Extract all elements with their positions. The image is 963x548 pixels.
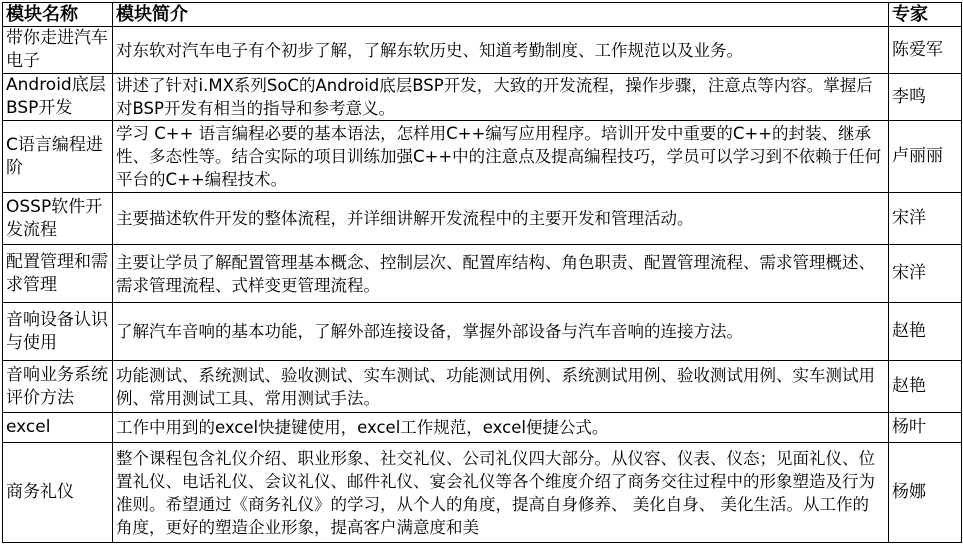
module-name: 音响业务系统评价方法 [3,361,113,413]
module-desc: 讲述了针对i.MX系列SoC的Android底层BSP开发，大致的开发流程，操作步骤，注意点等内容。掌握后对BSP开发有相当的指导和参考意义。 [113,74,889,121]
module-expert: 杨叶 [889,413,962,443]
table-row [3,74,962,121]
module-name: Android底层BSP开发 [3,74,113,121]
module-desc: 主要让学员了解配置管理基本概念、控制层次、配置库结构、角色职责、配置管理流程、需求管理概述、需求管理流程、式样变更管理流程。 [113,245,889,303]
module-desc: 主要描述软件开发的整体流程，并详细讲解开发流程中的主要开发和管理活动。 [113,193,889,245]
module-expert: 赵艳 [889,303,962,361]
module-expert: 李鸣 [889,74,962,121]
module-name: excel [3,413,113,443]
module-expert: 陈爱军 [889,27,962,74]
module-name: 音响设备认识与使用 [3,303,113,361]
module-table [2,2,962,543]
table-row [3,361,962,413]
header-module-name: 模块名称 [3,3,113,27]
module-desc: 整个课程包含礼仪介绍、职业形象、社交礼仪、公司礼仪四大部分。从仪容、仪表、仪态；见面礼仪、位置礼仪、电话礼仪、会议礼仪、邮件礼仪、宴会礼仪等各个维度介绍了商务交往过程中的形象塑造及行为准则。希望通过《商务礼仪》的学习，从个人的角度，提高自身修养、 美化自身、 美化生活。从工作的角度，更好的塑造企业形象，提高客户满意度和美 [113,443,889,543]
module-desc: 工作中用到的excel快捷键使用，excel工作规范，excel便捷公式。 [113,413,889,443]
module-expert: 宋洋 [889,245,962,303]
table-row [3,413,962,443]
module-expert: 宋洋 [889,193,962,245]
module-name: 商务礼仪 [3,443,113,543]
module-desc: 对东软对汽车电子有个初步了解，了解东软历史、知道考勤制度、工作规范以及业务。 [113,27,889,74]
header-module-desc: 模块简介 [113,3,889,27]
module-name: OSSP软件开发流程 [3,193,113,245]
table-row [3,27,962,74]
module-desc: 了解汽车音响的基本功能，了解外部连接设备，掌握外部设备与汽车音响的连接方法。 [113,303,889,361]
module-name: C语言编程进阶 [3,121,113,193]
table-row [3,245,962,303]
header-expert: 专家 [889,3,962,27]
module-expert: 卢丽丽 [889,121,962,193]
module-desc: 学习 C++ 语言编程必要的基本语法，怎样用C++编写应用程序。培训开发中重要的C++的封装、继承性、多态性等。结合实际的项目训练加强C++中的注意点及提高编程技巧，学员可以学习到不依赖于任何平台的C++编程技术。 [113,121,889,193]
table-row [3,303,962,361]
table-row [3,193,962,245]
module-expert: 杨娜 [889,443,962,543]
header-row [3,3,962,27]
table-row [3,443,962,543]
table-row [3,121,962,193]
module-name: 配置管理和需求管理 [3,245,113,303]
module-expert: 赵艳 [889,361,962,413]
module-desc: 功能测试、系统测试、验收测试、实车测试、功能测试用例、系统测试用例、验收测试用例、实车测试用例、常用测试工具、常用测试手法。 [113,361,889,413]
module-name: 带你走进汽车电子 [3,27,113,74]
